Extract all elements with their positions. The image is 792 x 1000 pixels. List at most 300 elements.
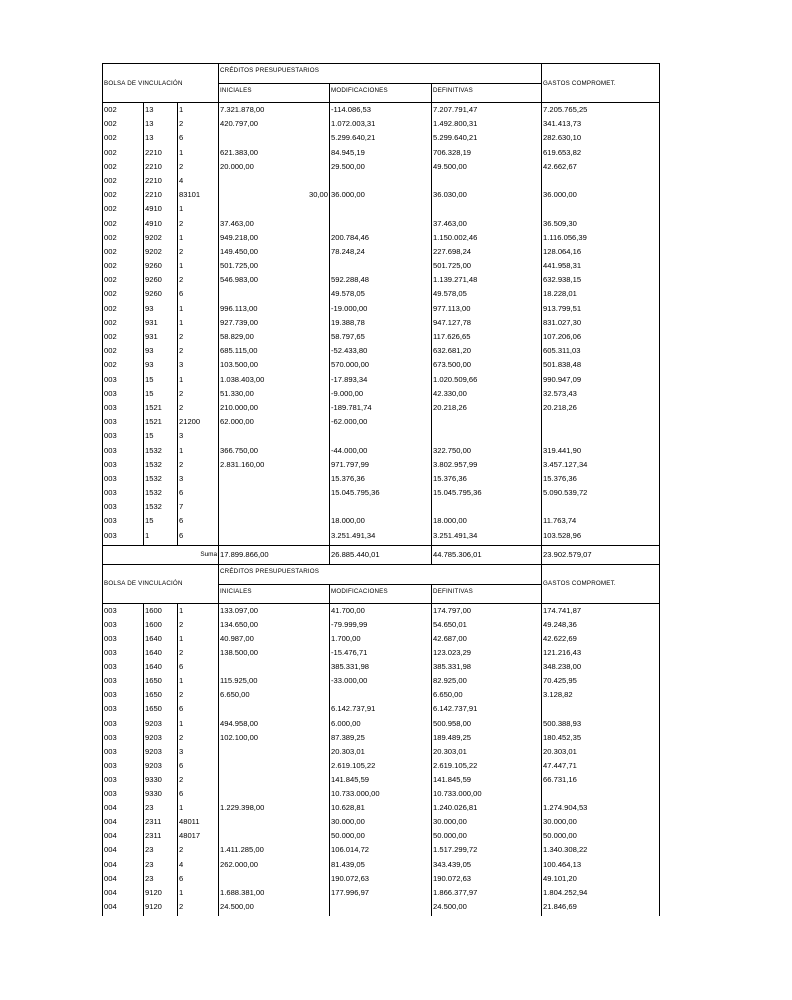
definitivas-cell: 6.142.737,91: [432, 704, 542, 718]
bolsa-cell-3: 6: [178, 662, 219, 676]
bolsa-cell-2: 2210: [144, 190, 178, 204]
definitivas-cell: 1.150.002,46: [432, 233, 542, 247]
modificaciones-cell: 58.797,65: [330, 332, 432, 346]
bolsa-cell-3: 2: [178, 403, 219, 417]
bolsa-cell-1: 002: [103, 233, 144, 247]
table-row: [103, 817, 660, 831]
gastos-cell: [542, 176, 660, 190]
iniciales-cell: [219, 176, 330, 190]
bolsa-cell-1: 002: [103, 360, 144, 374]
definitivas-cell: 174.797,00: [432, 603, 542, 620]
iniciales-cell: 366.750,00: [219, 446, 330, 460]
table-row: [103, 690, 660, 704]
bolsa-cell-1: 004: [103, 888, 144, 902]
iniciales-cell: [219, 775, 330, 789]
definitivas-cell: 1.139.271,48: [432, 275, 542, 289]
gastos-cell: 20.218,26: [542, 403, 660, 417]
bolsa-cell-3: 6: [178, 789, 219, 803]
bolsa-cell-2: 15: [144, 516, 178, 530]
definitivas-cell: 1.866.377,97: [432, 888, 542, 902]
definitivas-cell: 30.000,00: [432, 817, 542, 831]
table-row: [103, 460, 660, 474]
modificaciones-cell: [330, 902, 432, 916]
suma-definitivas: 44.785.306,01: [432, 545, 542, 564]
creditos-header: CRÉDITOS PRESUPUESTARIOS: [219, 64, 542, 84]
bolsa-cell-2: 9330: [144, 789, 178, 803]
definitivas-cell: 15.376,36: [432, 474, 542, 488]
table-row: [103, 233, 660, 247]
bolsa-cell-2: 1600: [144, 620, 178, 634]
bolsa-cell-2: 9120: [144, 888, 178, 902]
modificaciones-cell: 15.045.795,36: [330, 488, 432, 502]
modificaciones-cell: -79.999,99: [330, 620, 432, 634]
modificaciones-cell: 50.000,00: [330, 831, 432, 845]
gastos-cell: 282.630,10: [542, 133, 660, 147]
bolsa-cell-3: 2: [178, 247, 219, 261]
bolsa-cell-2: 2210: [144, 162, 178, 176]
modificaciones-cell: -17.893,34: [330, 375, 432, 389]
modificaciones-cell: -9.000,00: [330, 389, 432, 403]
definitivas-cell: 117.626,65: [432, 332, 542, 346]
iniciales-cell: 62.000,00: [219, 417, 330, 431]
bolsa-cell-1: 002: [103, 162, 144, 176]
bolsa-cell-2: 9203: [144, 719, 178, 733]
bolsa-cell-2: 13: [144, 133, 178, 147]
bolsa-cell-3: 1: [178, 233, 219, 247]
definitivas-cell: 1.517.299,72: [432, 845, 542, 859]
modificaciones-cell: [330, 219, 432, 233]
definitivas-cell: 5.299.640,21: [432, 133, 542, 147]
bolsa-cell-2: 1532: [144, 474, 178, 488]
modificaciones-cell: [330, 176, 432, 190]
iniciales-cell: 103.500,00: [219, 360, 330, 374]
table-row: [103, 133, 660, 147]
modificaciones-cell: 19.388,78: [330, 318, 432, 332]
modificaciones-cell: 81.439,05: [330, 860, 432, 874]
iniciales-cell: 51.330,00: [219, 389, 330, 403]
bolsa-cell-3: 2: [178, 648, 219, 662]
gastos-cell: [542, 789, 660, 803]
modificaciones-cell: 84.945,19: [330, 148, 432, 162]
table-row: [103, 888, 660, 902]
gastos-cell: 11.763,74: [542, 516, 660, 530]
gastos-header: GASTOS COMPROMET.: [542, 564, 660, 603]
table-row: [103, 531, 660, 546]
modificaciones-header: MODIFICACIONES: [330, 584, 432, 603]
bolsa-cell-2: 2210: [144, 176, 178, 190]
gastos-cell: 103.528,96: [542, 531, 660, 546]
bolsa-cell-2: 2311: [144, 817, 178, 831]
gastos-cell: 831.027,30: [542, 318, 660, 332]
bolsa-cell-3: 48011: [178, 817, 219, 831]
iniciales-cell: [219, 761, 330, 775]
definitivas-cell: [432, 431, 542, 445]
table-row: [103, 318, 660, 332]
bolsa-cell-2: 9202: [144, 247, 178, 261]
modificaciones-cell: 10.733.000,00: [330, 789, 432, 803]
definitivas-cell: 82.925,00: [432, 676, 542, 690]
iniciales-cell: 1.038.403,00: [219, 375, 330, 389]
bolsa-cell-1: 002: [103, 332, 144, 346]
bolsa-cell-1: 002: [103, 176, 144, 190]
bolsa-cell-2: 1521: [144, 403, 178, 417]
table-row: [103, 761, 660, 775]
gastos-cell: 632.938,15: [542, 275, 660, 289]
modificaciones-cell: -44.000,00: [330, 446, 432, 460]
table-row: [103, 789, 660, 803]
bolsa-cell-3: 2: [178, 690, 219, 704]
bolsa-cell-2: 1532: [144, 446, 178, 460]
modificaciones-cell: -62.000,00: [330, 417, 432, 431]
iniciales-cell: [219, 204, 330, 218]
iniciales-cell: 420.797,00: [219, 119, 330, 133]
bolsa-cell-2: 2311: [144, 831, 178, 845]
modificaciones-cell: -114.086,53: [330, 103, 432, 120]
iniciales-cell: [219, 789, 330, 803]
bolsa-cell-3: 48017: [178, 831, 219, 845]
table-row: [103, 516, 660, 530]
bolsa-cell-3: 1: [178, 204, 219, 218]
gastos-cell: 913.799,51: [542, 304, 660, 318]
definitivas-cell: 632.681,20: [432, 346, 542, 360]
bolsa-cell-2: 9260: [144, 261, 178, 275]
gastos-cell: 20.303,01: [542, 747, 660, 761]
iniciales-cell: [219, 502, 330, 516]
modificaciones-cell: [330, 204, 432, 218]
bolsa-cell-1: 003: [103, 648, 144, 662]
bolsa-cell-3: 6: [178, 133, 219, 147]
bolsa-cell-3: 1: [178, 261, 219, 275]
bolsa-cell-1: 003: [103, 516, 144, 530]
gastos-cell: 121.216,43: [542, 648, 660, 662]
iniciales-cell: [219, 531, 330, 546]
modificaciones-cell: 20.303,01: [330, 747, 432, 761]
iniciales-cell: 1.411.285,00: [219, 845, 330, 859]
iniciales-cell: [219, 474, 330, 488]
bolsa-cell-2: 931: [144, 332, 178, 346]
bolsa-cell-3: 1: [178, 375, 219, 389]
bolsa-cell-1: 004: [103, 831, 144, 845]
suma-iniciales: 17.899.866,00: [219, 545, 330, 564]
budget-table: [102, 63, 660, 916]
bolsa-cell-1: 002: [103, 346, 144, 360]
bolsa-cell-3: 2: [178, 775, 219, 789]
table-row: [103, 360, 660, 374]
definitivas-cell: 2.619.105,22: [432, 761, 542, 775]
bolsa-cell-3: 1: [178, 603, 219, 620]
iniciales-cell: 501.725,00: [219, 261, 330, 275]
iniciales-cell: [219, 133, 330, 147]
iniciales-cell: 262.000,00: [219, 860, 330, 874]
budget-table-body: [103, 64, 660, 916]
gastos-cell: 50.000,00: [542, 831, 660, 845]
bolsa-cell-2: 9202: [144, 233, 178, 247]
gastos-cell: 49.248,36: [542, 620, 660, 634]
suma-modificaciones: 26.885.440,01: [330, 545, 432, 564]
bolsa-cell-3: 1: [178, 446, 219, 460]
table-row: [103, 431, 660, 445]
gastos-cell: 49.101,20: [542, 874, 660, 888]
table-row: [103, 704, 660, 718]
modificaciones-cell: -189.781,74: [330, 403, 432, 417]
bolsa-cell-1: 003: [103, 761, 144, 775]
definitivas-cell: 3.251.491,34: [432, 531, 542, 546]
definitivas-cell: 706.328,19: [432, 148, 542, 162]
bolsa-cell-2: 1640: [144, 648, 178, 662]
gastos-cell: 42.622,69: [542, 634, 660, 648]
modificaciones-cell: 6.142.737,91: [330, 704, 432, 718]
bolsa-cell-3: 2: [178, 902, 219, 916]
section1-header-row-top: [103, 64, 660, 84]
bolsa-cell-2: 1521: [144, 417, 178, 431]
gastos-cell: [542, 204, 660, 218]
iniciales-cell: [219, 704, 330, 718]
bolsa-cell-3: 3: [178, 747, 219, 761]
definitivas-cell: 20.218,26: [432, 403, 542, 417]
bolsa-cell-2: 23: [144, 874, 178, 888]
table-row: [103, 662, 660, 676]
bolsa-cell-1: 004: [103, 874, 144, 888]
gastos-cell: 348.238,00: [542, 662, 660, 676]
bolsa-cell-2: 9203: [144, 733, 178, 747]
bolsa-header: BOLSA DE VINCULACIÓN: [103, 64, 219, 103]
definitivas-cell: 141.845,59: [432, 775, 542, 789]
bolsa-cell-3: 2: [178, 119, 219, 133]
bolsa-cell-2: 93: [144, 360, 178, 374]
table-row: [103, 417, 660, 431]
suma-row: [103, 545, 660, 564]
iniciales-cell: [219, 747, 330, 761]
bolsa-cell-3: 2: [178, 460, 219, 474]
definitivas-cell: 500.958,00: [432, 719, 542, 733]
bolsa-cell-2: 9203: [144, 761, 178, 775]
iniciales-cell: 133.097,00: [219, 603, 330, 620]
gastos-cell: [542, 704, 660, 718]
modificaciones-cell: 592.288,48: [330, 275, 432, 289]
bolsa-cell-1: 002: [103, 275, 144, 289]
bolsa-cell-2: 1650: [144, 704, 178, 718]
iniciales-cell: [219, 488, 330, 502]
gastos-cell: 341.413,73: [542, 119, 660, 133]
bolsa-cell-3: 6: [178, 761, 219, 775]
gastos-cell: 18.228,01: [542, 289, 660, 303]
gastos-cell: 1.274.904,53: [542, 803, 660, 817]
definitivas-cell: 947.127,78: [432, 318, 542, 332]
table-row: [103, 389, 660, 403]
bolsa-cell-1: 003: [103, 446, 144, 460]
gastos-cell: 107.206,06: [542, 332, 660, 346]
iniciales-cell: 6.650,00: [219, 690, 330, 704]
definitivas-header: DEFINITIVAS: [432, 84, 542, 103]
iniciales-cell: 102.100,00: [219, 733, 330, 747]
modificaciones-header: MODIFICACIONES: [330, 84, 432, 103]
definitivas-cell: 385.331,98: [432, 662, 542, 676]
bolsa-cell-2: 1: [144, 531, 178, 546]
bolsa-cell-3: 3: [178, 360, 219, 374]
gastos-cell: 32.573,43: [542, 389, 660, 403]
table-row: [103, 119, 660, 133]
bolsa-cell-1: 002: [103, 119, 144, 133]
bolsa-cell-2: 4910: [144, 219, 178, 233]
iniciales-cell: [219, 289, 330, 303]
definitivas-cell: 189.489,25: [432, 733, 542, 747]
bolsa-cell-1: 004: [103, 817, 144, 831]
definitivas-cell: [432, 417, 542, 431]
modificaciones-cell: 190.072,63: [330, 874, 432, 888]
table-row: [103, 502, 660, 516]
bolsa-cell-3: 1: [178, 719, 219, 733]
table-row: [103, 289, 660, 303]
modificaciones-cell: -15.476,71: [330, 648, 432, 662]
table-row: [103, 775, 660, 789]
bolsa-cell-1: 002: [103, 204, 144, 218]
iniciales-cell: 149.450,00: [219, 247, 330, 261]
iniciales-header: INICIALES: [219, 584, 330, 603]
modificaciones-cell: 177.996,97: [330, 888, 432, 902]
bolsa-cell-3: 6: [178, 488, 219, 502]
table-row: [103, 403, 660, 417]
table-row: [103, 375, 660, 389]
gastos-cell: 7.205.765,25: [542, 103, 660, 120]
bolsa-cell-2: 2210: [144, 148, 178, 162]
iniciales-cell: 996.113,00: [219, 304, 330, 318]
bolsa-cell-1: 003: [103, 662, 144, 676]
table-row: [103, 845, 660, 859]
bolsa-cell-2: 1532: [144, 502, 178, 516]
bolsa-cell-3: 21200: [178, 417, 219, 431]
iniciales-cell: [219, 431, 330, 445]
table-row: [103, 676, 660, 690]
definitivas-cell: 977.113,00: [432, 304, 542, 318]
bolsa-cell-3: 1: [178, 888, 219, 902]
definitivas-header: DEFINITIVAS: [432, 584, 542, 603]
bolsa-cell-3: 1: [178, 103, 219, 120]
bolsa-cell-2: 15: [144, 431, 178, 445]
modificaciones-cell: 971.797,99: [330, 460, 432, 474]
definitivas-cell: 6.650,00: [432, 690, 542, 704]
bolsa-cell-3: 2: [178, 733, 219, 747]
gastos-cell: 30.000,00: [542, 817, 660, 831]
bolsa-header: BOLSA DE VINCULACIÓN: [103, 564, 219, 603]
bolsa-cell-2: 1532: [144, 460, 178, 474]
bolsa-cell-1: 002: [103, 133, 144, 147]
gastos-cell: 70.425,95: [542, 676, 660, 690]
suma-gastos: 23.902.579,07: [542, 545, 660, 564]
bolsa-cell-1: 003: [103, 531, 144, 546]
gastos-cell: 500.388,93: [542, 719, 660, 733]
iniciales-cell: [219, 831, 330, 845]
definitivas-cell: 123.023,29: [432, 648, 542, 662]
bolsa-cell-1: 002: [103, 103, 144, 120]
bolsa-cell-2: 23: [144, 845, 178, 859]
iniciales-header: INICIALES: [219, 84, 330, 103]
iniciales-cell: 949.218,00: [219, 233, 330, 247]
table-row: [103, 190, 660, 204]
modificaciones-cell: 385.331,98: [330, 662, 432, 676]
modificaciones-cell: -19.000,00: [330, 304, 432, 318]
bolsa-cell-1: 003: [103, 719, 144, 733]
modificaciones-cell: 10.628,81: [330, 803, 432, 817]
modificaciones-cell: 2.619.105,22: [330, 761, 432, 775]
gastos-cell: 100.464,13: [542, 860, 660, 874]
bolsa-cell-3: 3: [178, 474, 219, 488]
table-row: [103, 488, 660, 502]
modificaciones-cell: 570.000,00: [330, 360, 432, 374]
gastos-cell: [542, 417, 660, 431]
iniciales-cell: 7.321.878,00: [219, 103, 330, 120]
gastos-cell: 619.653,82: [542, 148, 660, 162]
table-row: [103, 304, 660, 318]
definitivas-cell: 1.492.800,31: [432, 119, 542, 133]
bolsa-cell-1: 002: [103, 261, 144, 275]
bolsa-cell-1: 003: [103, 460, 144, 474]
bolsa-cell-1: 003: [103, 417, 144, 431]
modificaciones-cell: 36.000,00: [330, 190, 432, 204]
iniciales-cell: [219, 874, 330, 888]
gastos-cell: 441.958,31: [542, 261, 660, 275]
modificaciones-cell: 5.299.640,21: [330, 133, 432, 147]
bolsa-cell-2: 9260: [144, 289, 178, 303]
iniciales-cell: 1.229.398,00: [219, 803, 330, 817]
bolsa-cell-3: 2: [178, 332, 219, 346]
definitivas-cell: 501.725,00: [432, 261, 542, 275]
definitivas-cell: 50.000,00: [432, 831, 542, 845]
iniciales-cell: 58.829,00: [219, 332, 330, 346]
definitivas-cell: 10.733.000,00: [432, 789, 542, 803]
bolsa-cell-3: 2: [178, 389, 219, 403]
definitivas-cell: [432, 176, 542, 190]
iniciales-cell: 24.500,00: [219, 902, 330, 916]
bolsa-cell-3: 1: [178, 634, 219, 648]
gastos-cell: 36.509,30: [542, 219, 660, 233]
iniciales-cell: 210.000,00: [219, 403, 330, 417]
bolsa-cell-1: 002: [103, 148, 144, 162]
bolsa-cell-2: 23: [144, 860, 178, 874]
bolsa-cell-2: 9120: [144, 902, 178, 916]
bolsa-cell-1: 003: [103, 488, 144, 502]
gastos-cell: 15.376,36: [542, 474, 660, 488]
bolsa-cell-2: 4910: [144, 204, 178, 218]
section2-header-row-top: [103, 564, 660, 584]
bolsa-cell-3: 2: [178, 162, 219, 176]
iniciales-cell: [219, 817, 330, 831]
modificaciones-cell: 29.500,00: [330, 162, 432, 176]
bolsa-cell-2: 1640: [144, 662, 178, 676]
iniciales-cell: 134.650,00: [219, 620, 330, 634]
bolsa-cell-1: 003: [103, 634, 144, 648]
bolsa-cell-1: 003: [103, 676, 144, 690]
bolsa-cell-1: 003: [103, 375, 144, 389]
bolsa-cell-3: 4: [178, 860, 219, 874]
table-row: [103, 603, 660, 620]
modificaciones-cell: 6.000,00: [330, 719, 432, 733]
bolsa-cell-1: 003: [103, 789, 144, 803]
bolsa-cell-3: 4: [178, 176, 219, 190]
bolsa-cell-1: 003: [103, 474, 144, 488]
bolsa-cell-2: 1600: [144, 603, 178, 620]
definitivas-cell: 42.687,00: [432, 634, 542, 648]
gastos-cell: 1.116.056,39: [542, 233, 660, 247]
gastos-cell: 319.441,90: [542, 446, 660, 460]
bolsa-cell-3: 2: [178, 346, 219, 360]
definitivas-cell: 49.578,05: [432, 289, 542, 303]
iniciales-cell: 138.500,00: [219, 648, 330, 662]
definitivas-cell: 1.240.026,81: [432, 803, 542, 817]
bolsa-cell-2: 23: [144, 803, 178, 817]
gastos-cell: 3.457.127,34: [542, 460, 660, 474]
gastos-cell: 47.447,71: [542, 761, 660, 775]
definitivas-cell: 343.439,05: [432, 860, 542, 874]
